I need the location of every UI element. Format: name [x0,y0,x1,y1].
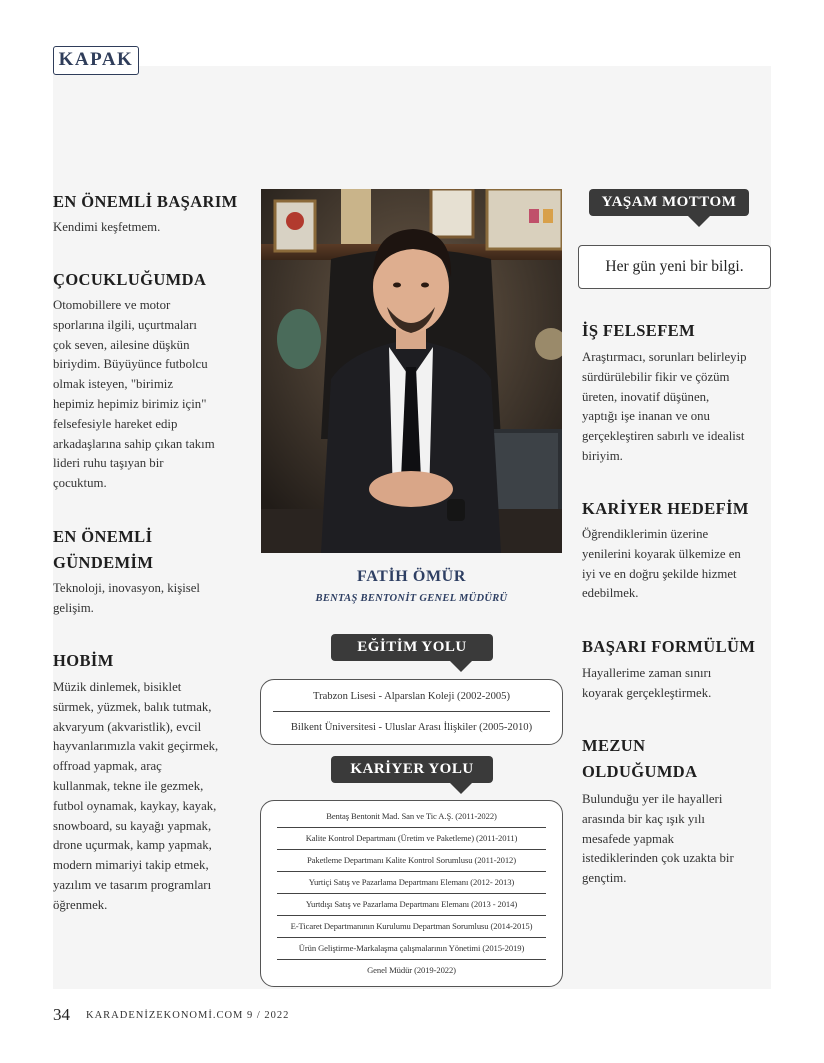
career-item: Ürün Geliştirme-Markalaşma çalışmalarının Yönetimi (2015-2019) [298,943,525,953]
speech-tail [449,660,473,672]
portrait-photo [261,189,562,553]
career-goal-text: Öğrendiklerimin üzerine yenilerini koyarak ülkemize en iyi ve en doğru şekilde hizmet edebilmek. [582,527,741,601]
speech-tail [449,782,473,794]
career-label: KARİYER YOLU [331,756,493,783]
hobby-heading: HOBİM [53,651,114,670]
career-item: Genel Müdür (2019-2022) [367,965,456,975]
motto-label: YAŞAM MOTTOM [589,189,749,216]
career-item: Yurtiçi Satış ve Pazarlama Departmanı Elemanı (2012- 2013) [308,877,515,887]
section-label: KAPAK [53,46,139,75]
career-box [260,800,563,987]
career-item: Kalite Kontrol Departmanı (Üretim ve Paketleme) (2011-2011) [305,833,518,843]
publication-footer: KARADENİZEKONOMİ.COM 9 / 2022 [86,1010,290,1021]
divider [277,959,546,960]
person-name: FATİH ÖMÜR [357,568,466,585]
graduation-text: Bulunduğu yer ile hayalleri arasında bir kaç ışık yılı mesafede yapmak istediklerinden çok uzakta bir gençtim. [582,792,734,886]
motto-text: Her gün yeni bir bilgi. [578,245,771,289]
page-number: 34 [53,1005,70,1024]
career-item: Paketleme Departmanı Kalite Kontrol Sorumlusu (2011-2012) [306,855,517,865]
divider [277,827,546,828]
education-box [260,679,563,745]
achievement-heading: EN ÖNEMLİ BAŞARIM [53,192,238,211]
philosophy-text: Araştırmacı, sorunları belirleyip sürdürülebilir fikir ve çözüm üreten, inovatif düşünen, yaptığı işe inanan ve onu gerçekleştiren sabırlı ve idealist biriyim. [582,350,747,463]
childhood-text: Otomobillere ve motor sporlarına ilgili, uçurtmaları çok seven, ailesine düşkün biriydim. Büyüyünce futbolcu olmak isteyen, "birimiz hepimiz hepimiz birimiz için" felsefesiyle hareket edip arkadaşlarına sahip çıkan takım lideri ruhu taşıyan bir çocuktum. [53,298,215,491]
childhood-heading: ÇOCUKLUĞUMDA [53,270,207,289]
divider [277,849,546,850]
education-item: Trabzon Lisesi - Alparslan Koleji (2002-2005) [312,691,511,702]
career-item: E-Ticaret Departmanının Kurulumu Departman Sorumlusu (2014-2015) [290,921,533,931]
divider [277,893,546,894]
divider [277,915,546,916]
education-item: Bilkent Üniversitesi - Uluslar Arası İlişkiler (2005-2010) [290,722,533,733]
divider [273,711,550,712]
career-goal-heading: KARİYER HEDEFİM [582,499,749,518]
career-item: Yurtdışı Satış ve Pazarlama Departmanı Elemanı (2013 - 2014) [305,899,518,909]
agenda-heading: EN ÖNEMLİ GÜNDEMİM [53,527,154,572]
achievement-text: Kendimi keşfetmem. [53,220,161,234]
philosophy-heading: İŞ FELSEFEM [582,321,696,340]
agenda-text: Teknoloji, inovasyon, kişisel gelişim. [53,581,200,615]
formula-heading: BAŞARI FORMÜLÜM [582,637,756,656]
person-title: BENTAŞ BENTONİT GENEL MÜDÜRÜ [315,593,508,604]
career-item: Bentaş Bentonit Mad. San ve Tic A.Ş. (2011-2022) [326,811,497,821]
divider [277,937,546,938]
hobby-text: Müzik dinlemek, bisiklet sürmek, yüzmek, balık tutmak, akvaryum (akvaristlik), evcil hayvanlarımızla vakit geçirmek, offroad yapmak, araç kullanmak, tekne ile gezmek, futbol oynamak, kaykay, kayak, snowboard, su kayağı yapmak, drone uçurmak, kamp yapmak, modern mimariyi takip etmek, yazılım ve tasarım programları öğrenmek. [53,680,219,912]
divider [277,871,546,872]
speech-tail [687,215,711,227]
graduation-heading: MEZUN OLDUĞUMDA [582,736,698,781]
education-label: EĞİTİM YOLU [331,634,493,661]
formula-text: Hayallerime zaman sınırı koyarak gerçekleştirmek. [582,666,712,700]
